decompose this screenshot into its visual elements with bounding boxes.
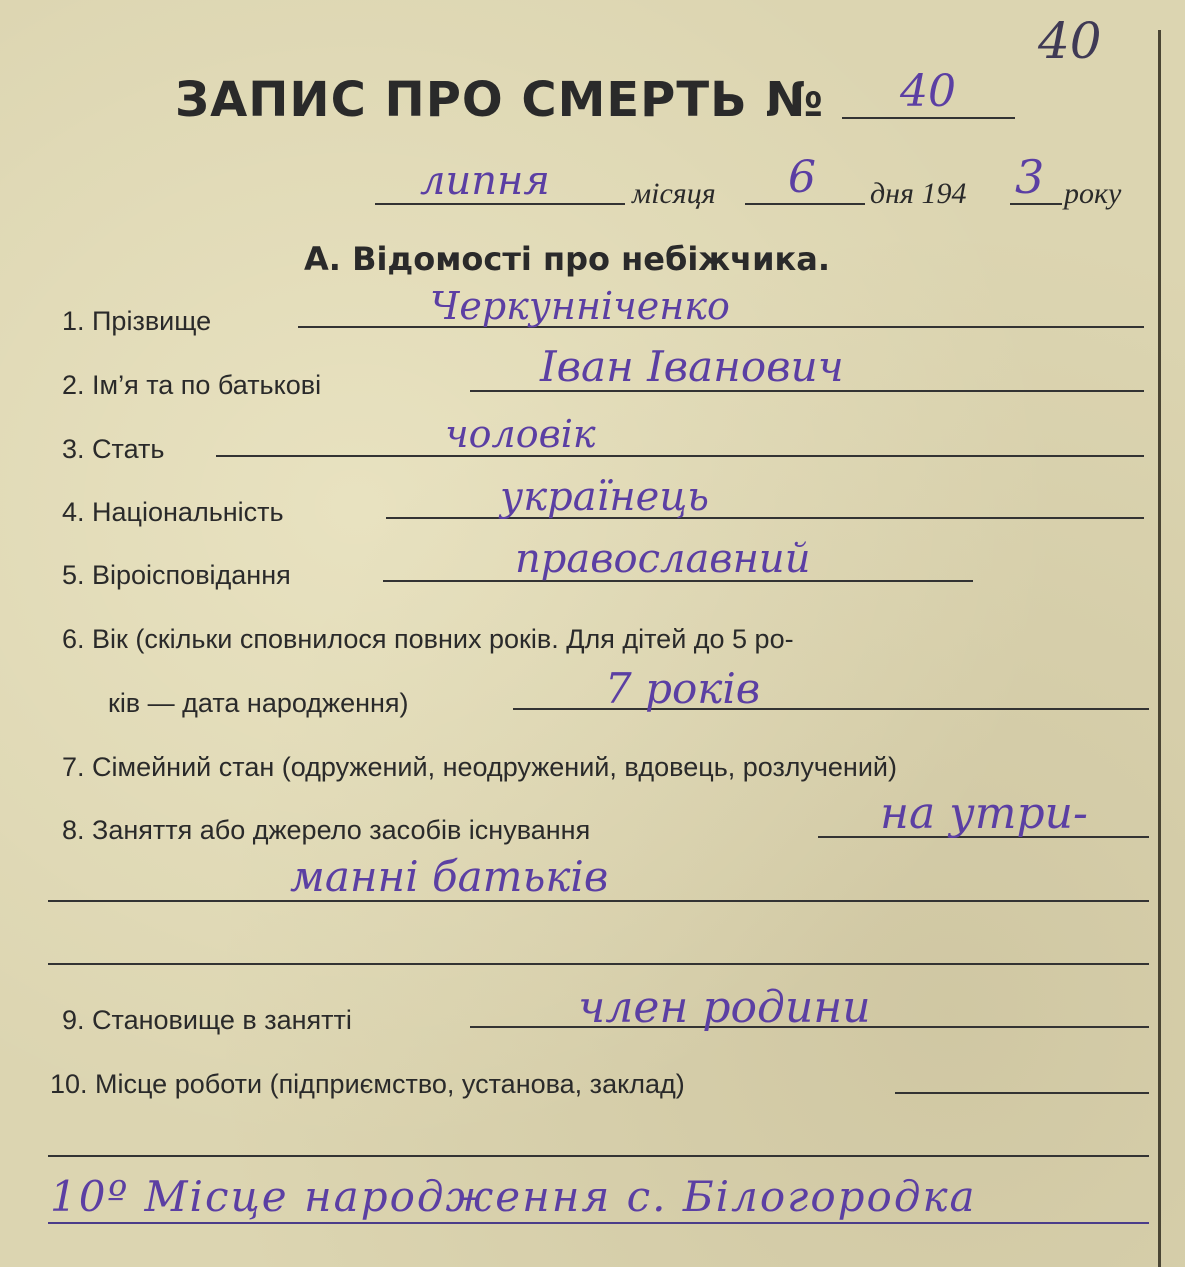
- field-workplace-label: 10. Місце роботи (підприємство, установа, заклад): [50, 1069, 685, 1099]
- section-title: А. Відомості про небіжчика.: [304, 240, 830, 278]
- title-number-rule: [842, 117, 1015, 119]
- day-value: 6: [788, 152, 816, 203]
- field-nationality-label: 4. Національність: [62, 497, 284, 527]
- field-occupation-label: 8. Заняття або джерело засобів існування: [62, 815, 591, 845]
- month-label: місяця: [632, 177, 716, 210]
- record-title: ЗАПИС ПРО СМЕРТЬ №: [175, 72, 825, 128]
- field-sex-rule: [216, 455, 1144, 457]
- month-value: липня: [420, 158, 550, 204]
- field-occupation-value-line1: на утри-: [880, 788, 1088, 839]
- field-religion-label: 5. Віроісповідання: [62, 560, 291, 590]
- page-edge-line: [1158, 30, 1161, 1267]
- field-surname-value: Черкунніченко: [430, 284, 730, 328]
- extra-note-rule: [48, 1222, 1149, 1224]
- year-digit: 3: [1015, 150, 1045, 204]
- field-age-label-line1: 6. Вік (скільки сповнилося повних років. Для дітей до 5 ро-: [62, 624, 794, 654]
- field-sex-value: чоловік: [445, 412, 596, 456]
- field-marital-label: 7. Сімейний стан (одружений, неодружений, вдовець, розлучений): [62, 752, 897, 782]
- field-position-value: член родини: [578, 982, 871, 1033]
- year-label: року: [1064, 177, 1122, 210]
- field-nationality-value: українець: [500, 474, 710, 520]
- field-workplace-rule-2: [48, 1155, 1149, 1157]
- field-sex-label: 3. Стать: [62, 434, 165, 464]
- field-name-value: Іван Іванович: [540, 342, 844, 391]
- field-position-label: 9. Становище в занятті: [62, 1005, 352, 1035]
- day-label: дня 194: [870, 177, 967, 210]
- day-rule: [745, 203, 865, 205]
- record-number: 40: [900, 66, 956, 117]
- field-age-label-line2: ків — дата народження): [108, 688, 409, 718]
- extra-note-birthplace: 10º Місце народження с. Білогородка: [50, 1172, 977, 1221]
- field-religion-value: православний: [515, 536, 811, 582]
- field-name-label: 2. Ім’я та по батькові: [62, 370, 322, 400]
- field-surname-label: 1. Прізвище: [62, 306, 212, 336]
- field-occupation-rule-3: [48, 963, 1149, 965]
- field-age-value: 7 років: [605, 664, 761, 713]
- field-occupation-value-line2: манні батьків: [290, 852, 609, 901]
- field-workplace-rule: [895, 1092, 1149, 1094]
- corner-number: 40: [1038, 12, 1102, 70]
